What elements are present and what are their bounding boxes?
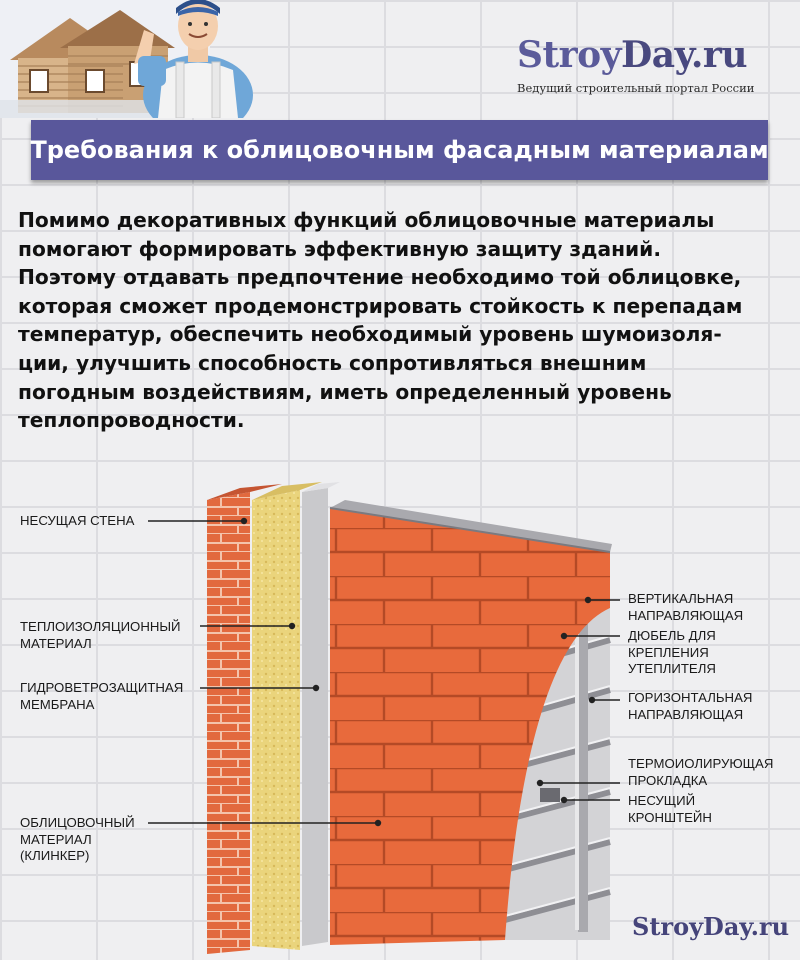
intro-line: погодным воздействиям, иметь определенный уровень xyxy=(18,379,672,404)
label-bracket xyxy=(628,793,712,826)
label-line: ОБЛИЦОВОЧНЫЙ xyxy=(20,815,135,830)
intro-line: ции, улучшить способность сопротивляться внешним xyxy=(18,350,647,375)
site-tagline: Ведущий строительный портал России xyxy=(517,81,755,95)
bearing-wall xyxy=(207,492,250,954)
label-line: МАТЕРИАЛ xyxy=(20,831,92,847)
label-horizontal-rail xyxy=(628,690,752,723)
label-line: НЕСУЩАЯ СТЕНА xyxy=(20,513,135,528)
intro-line: температур, обеспечить необходимый уровень шумоизоля- xyxy=(18,322,722,347)
intro-line: Помимо декоративных функций облицовочные материалы xyxy=(18,208,715,232)
label-line: НАПРАВЛЯЮЩАЯ xyxy=(628,607,744,623)
label-line: ТЕРМОИОЛИРУЮЩАЯ xyxy=(628,756,774,771)
label-cladding xyxy=(20,815,135,865)
label-line: (КЛИНКЕР) xyxy=(20,848,90,863)
label-line: КРОНШТЕЙН xyxy=(628,809,712,825)
label-line: ДЮБЕЛЬ ДЛЯ xyxy=(628,628,716,643)
label-line: ГИДРОВЕТРОЗАЩИТНАЯ xyxy=(20,680,184,695)
label-line: НАПРАВЛЯЮЩАЯ xyxy=(628,706,744,722)
label-line: ПРОКЛАДКА xyxy=(628,772,708,788)
footer-logo[interactable]: StroyDay.ru xyxy=(632,912,790,941)
label-membrane xyxy=(20,680,183,713)
label-line: ГОРИЗОНТАЛЬНАЯ xyxy=(628,690,753,705)
page-title: Требования к облицовочным фасадным материалам xyxy=(31,120,768,180)
intro-text xyxy=(18,206,793,435)
label-line: МАТЕРИАЛ xyxy=(20,635,92,651)
membrane-layer xyxy=(302,488,328,946)
intro-line: которая сможет продемонстрировать стойкость к перепадам xyxy=(18,293,743,318)
label-line: НЕСУЩИЙ xyxy=(628,793,696,808)
label-line: ТЕПЛОИЗОЛЯЦИОННЫЙ xyxy=(20,619,181,634)
insulation-layer xyxy=(252,490,300,950)
label-thermal-pad xyxy=(628,756,773,789)
label-dowel xyxy=(628,628,716,678)
vertical-rail xyxy=(578,582,588,932)
label-line: КРЕПЛЕНИЯ xyxy=(628,644,709,660)
label-insulation xyxy=(20,619,181,652)
worker-illustration xyxy=(128,0,268,118)
site-logo[interactable] xyxy=(517,34,747,76)
intro-line: помогают формировать эффективную защиту зданий. xyxy=(18,236,661,261)
label-line: ВЕРТИКАЛЬНАЯ xyxy=(628,591,734,606)
label-line: УТЕПЛИТЕЛЯ xyxy=(628,661,716,676)
intro-line: Поэтому отдавать предпочтение необходимо той облицовке, xyxy=(18,265,742,290)
intro-line: теплопроводности. xyxy=(18,408,245,433)
label-bearing-wall xyxy=(20,513,134,530)
label-vertical-rail xyxy=(628,591,743,624)
label-line: МЕМБРАНА xyxy=(20,696,95,712)
logo-prefix: Stroy xyxy=(517,34,622,76)
bracket-mark xyxy=(540,788,560,802)
logo-suffix: Day.ru xyxy=(621,34,748,76)
